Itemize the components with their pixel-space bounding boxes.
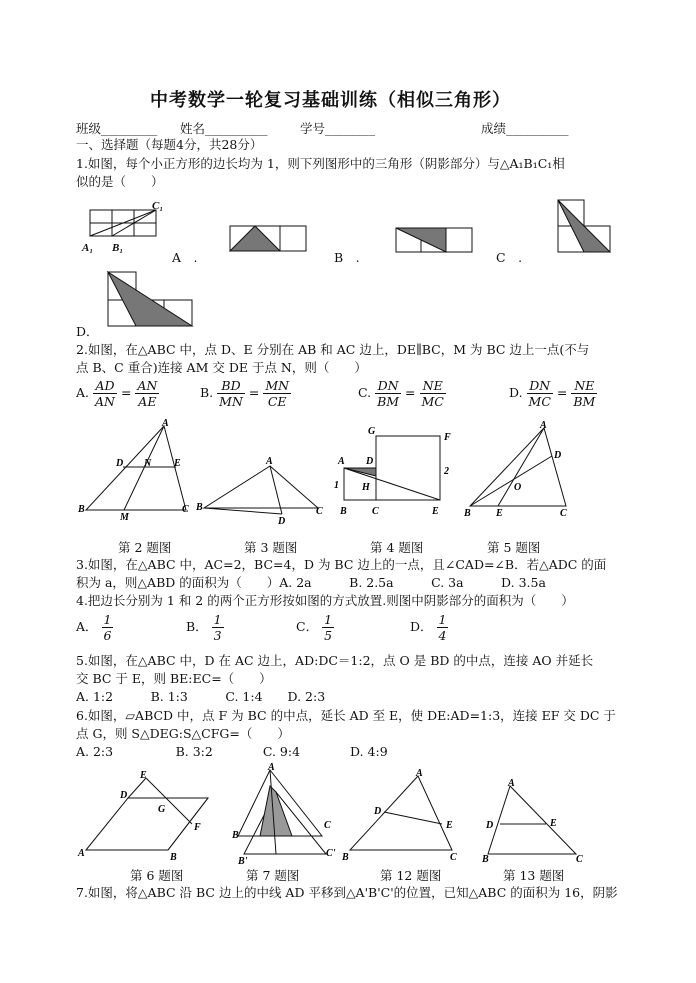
svg-text:G: G [368,426,376,437]
q1-option-c: C . [496,250,523,265]
q1-text-line1: 1.如图，每个小正方形的边长均为 1，则下列图形中的三角形（阴影部分）与△A₁B₁C₁相 [76,156,565,171]
svg-text:B: B [340,506,347,517]
q2-option-b: B. $\frac{BD}{MN}$ = $\frac{MN}{CE}$ [200,378,290,409]
svg-text:C: C [560,508,567,519]
svg-text:A: A [416,768,423,779]
q2-option-d: D. $\frac{DN}{MC}$ = $\frac{NE}{BM}$ [509,378,596,409]
svg-text:B': B' [238,856,248,867]
svg-text:D: D [366,456,374,467]
q4-text: 4.把边长分别为 1 和 2 的两个正方形按如图的方式放置.则图中阴影部分的面积为（ ） [76,593,574,608]
svg-text:E: E [550,818,557,829]
q2-option-c: C. $\frac{DN}{BM}$ = $\frac{NE}{MC}$ [358,378,444,409]
svg-text:A: A [78,848,85,859]
svg-text:B: B [464,508,471,519]
svg-text:C: C [372,506,379,517]
fig3 [196,454,326,526]
q1-option-a-figure [228,224,308,254]
label-a1: A₁ [82,242,94,254]
q5-options: A. 1:2 B. 1:3 C. 1:4 D. 2:3 [76,689,326,704]
svg-text:E: E [140,770,147,781]
caption-fig12: 第 12 题图 [380,868,442,883]
svg-text:G: G [158,804,166,815]
q4-option-b: B． $\frac{1}{3}$ [186,612,222,643]
q5-text-line1: 5.如图，在△ABC 中，D 在 AC 边上，AD:DC＝1:2，点 O 是 BD 的中点，连接 AO 并延长 [76,653,594,668]
fig12 [340,768,470,862]
caption-fig3: 第 3 题图 [244,540,298,555]
svg-text:D: D [554,450,562,461]
q4-option-a: A． $\frac{1}{6}$ [76,612,112,643]
q6-text-line2: 点 G，则 S△DEG:S△CFG=（ ） [76,726,290,741]
svg-text:B: B [78,504,85,515]
svg-text:D: D [374,806,382,817]
svg-text:D: D [486,820,494,831]
fig13 [480,778,590,865]
svg-text:E: E [174,458,181,469]
q3-text-line1: 3.如图，在△ABC 中，AC=2，BC=4，D 为 BC 边上的一点，且∠CAD=∠B．若△ADC 的面 [76,557,607,572]
caption-fig2: 第 2 题图 [118,540,172,555]
caption-fig13: 第 13 题图 [503,868,565,883]
svg-text:N: N [144,458,152,469]
q4-option-c: C． $\frac{1}{5}$ [296,612,333,643]
svg-text:A: A [268,762,275,773]
svg-text:C: C [324,820,331,831]
class-field: 班级_________ [76,121,158,136]
fig5 [462,418,582,522]
svg-text:D: D [120,790,128,801]
q1-option-c-figure [556,198,616,254]
svg-text:2: 2 [444,466,449,477]
fig7 [230,762,336,867]
svg-text:B: B [232,830,239,841]
fig6 [76,770,226,862]
q3-text-line2: 积为 a，则△ABD 的面积为（ ）A. 2a B. 2.5a C. 3a D. 3.5a [76,575,546,590]
svg-text:A: A [266,456,273,467]
q1-option-b-figure [394,226,474,254]
label-b1: B₁ [112,242,124,254]
svg-text:B: B [482,854,489,865]
svg-text:M: M [120,512,129,523]
svg-text:C: C [316,506,323,517]
fig4 [332,424,462,524]
svg-text:C: C [450,852,457,863]
caption-fig7: 第 7 题图 [246,868,300,883]
q1-text-line2: 似的是（ ） [76,174,164,189]
svg-text:F: F [444,432,451,443]
name-field: 姓名__________ [180,121,268,136]
svg-text:C: C [182,504,189,515]
svg-text:A: A [338,456,345,467]
q2-text-line2: 点 B、C 重合)连接 AM 交 DE 于点 N，则（ ） [76,360,367,375]
section-heading: 一、选择题（每题4分，共28分） [76,137,263,152]
label-c1: C₁ [152,200,164,212]
svg-text:E: E [496,508,503,519]
q2-text-line1: 2.如图，在△ABC 中，点 D、E 分别在 AB 和 AC 边上，DE∥BC，M 为 BC 边上一点(不与 [76,342,590,357]
q4-option-d: D． $\frac{1}{4}$ [410,612,447,643]
number-field: 学号________ [300,121,376,136]
svg-text:H: H [362,482,370,493]
svg-text:A: A [540,420,547,431]
q6-text-line1: 6.如图，▱ABCD 中，点 F 为 BC 的中点，延长 AD 至 E，使 DE:AD=1:3，连接 EF 交 DC 于 [76,708,616,723]
score-field: 成绩__________ [481,121,569,136]
svg-text:A: A [508,778,515,789]
svg-text:O: O [514,482,522,493]
svg-text:C': C' [326,848,336,859]
page-title: 中考数学一轮复习基础训练（相似三角形） [150,90,511,111]
svg-text:B: B [170,852,177,863]
q1-option-b: B . [334,250,360,265]
svg-text:F: F [194,822,201,833]
svg-text:B: B [196,502,203,513]
caption-fig5: 第 5 题图 [487,540,541,555]
svg-text:E: E [446,820,453,831]
q5-text-line2: 交 BC 于 E，则 BE:EC=（ ） [76,671,272,686]
svg-text:C: C [576,854,583,865]
fig2 [76,418,196,523]
svg-text:1: 1 [334,480,339,491]
caption-fig6: 第 6 题图 [130,868,184,883]
q1-option-a: A . [172,250,198,265]
svg-text:E: E [432,506,439,517]
q1-option-d-figure [106,270,196,328]
svg-text:D: D [278,516,286,527]
q1-option-d: D． [76,324,99,339]
q7-text: 7.如图，将△ABC 沿 BC 边上的中线 AD 平移到△A'B'C'的位置，已知△ABC 的面积为 16，阴影 [76,885,618,900]
svg-text:A: A [162,418,169,429]
fig2-label-d: D [116,458,124,469]
svg-text:B: B [342,852,349,863]
q2-option-a: A. $\frac{AD}{AN}$ = $\frac{AN}{AE}$ [76,378,158,409]
q6-options: A. 2:3 B. 3:2 C. 9:4 D. 4:9 [76,744,388,759]
caption-fig4: 第 4 题图 [370,540,424,555]
